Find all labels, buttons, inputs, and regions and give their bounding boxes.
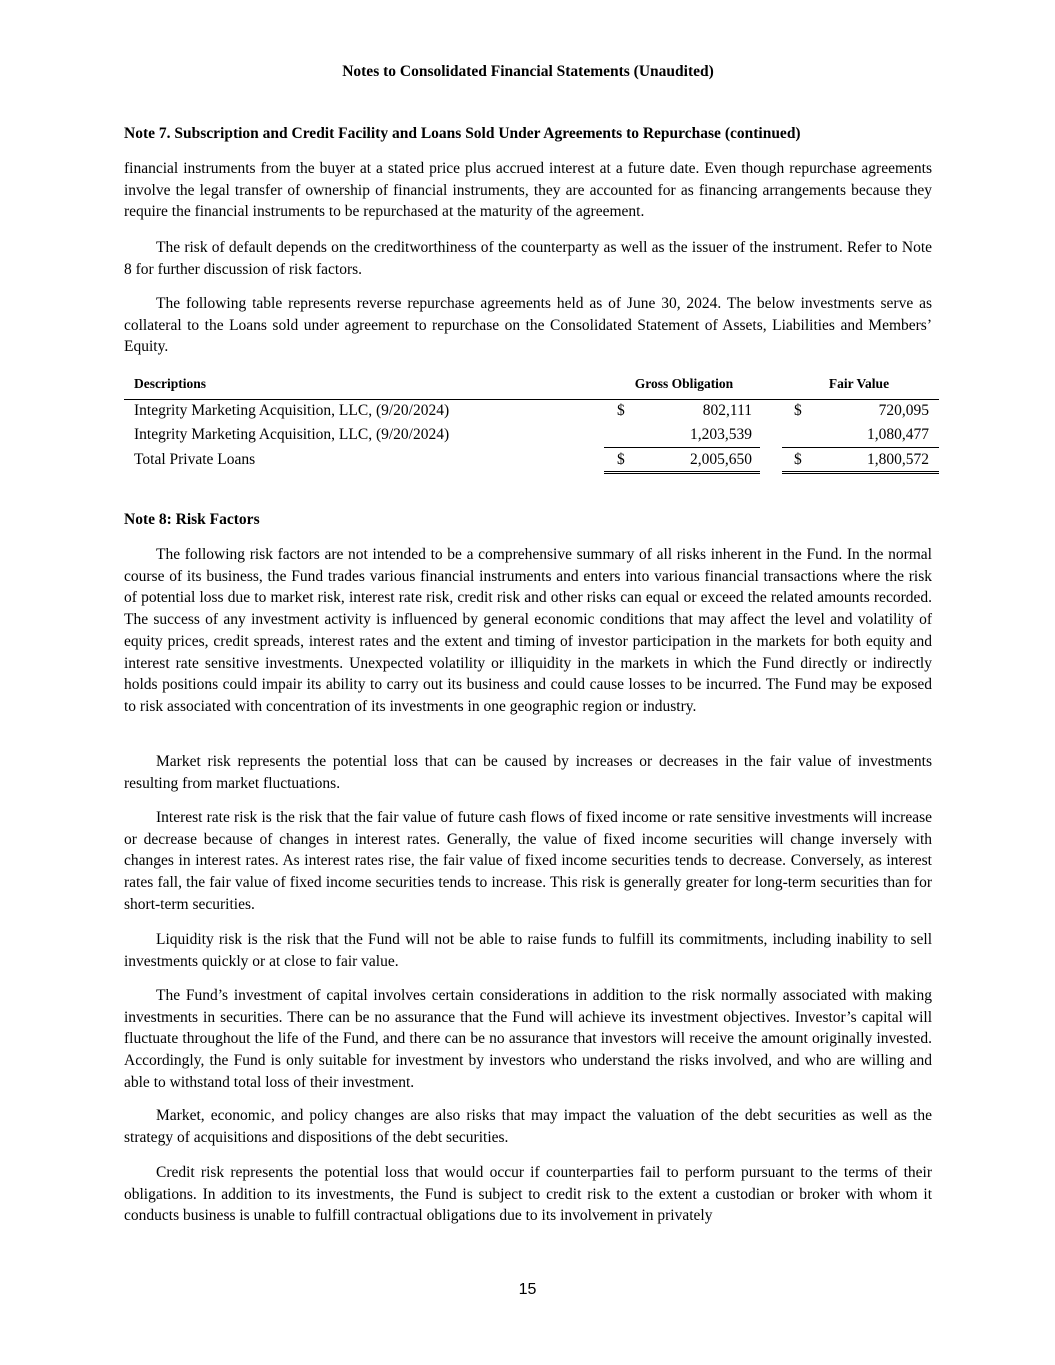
currency-symbol: $ xyxy=(617,451,625,468)
note-8-paragraph: The following risk factors are not intended to be a comprehensive summary of all risks inherent in the Fund. In the normal course of its business, the Fund trades various financial instruments and enters into various financial transactions where the risk of potential loss due to market risk, interest rate risk, credit risk and other risks can equal or exceed the related amounts recorded. The success of any investment activity is influenced by general economic conditions that may affect the level and volatility of equity prices, credit spreads, interest rates and the extent and timing of investor participation in the markets for both equity and interest rate sensitive investments. Unexpected volatility or illiquidity in the markets in which the Fund directly or indirectly holds positions could impair its ability to carry out its business and could cause losses to be incurred. The Fund may be exposed to risk associated with concentration of its investments in one geographic region or industry. xyxy=(124,546,932,715)
note-8-paragraph: Interest rate risk is the risk that the fair value of future cash flows of fixed income or rate sensitive investments will increase or decrease because of changes in interest rates. Generally, the value of fixed income securities will change inversely with changes in interest rates. As interest rates rise, the fair value of fixed income securities tends to decrease. Conversely, as interest rates fall, the fair value of fixed income securities tends to increase. This risk is generally greater for long-term securities than for short-term securities. xyxy=(124,809,932,913)
column-header-gross-obligation: Gross Obligation xyxy=(634,376,734,391)
total-double-rule xyxy=(604,471,760,474)
note-8-paragraph: The Fund’s investment of capital involves certain considerations in addition to the risk normally associated with making investments in securities. There can be no assurance that the Fund will achieve its investment objectives. Investor’s capital will fluctuate throughout the life of the Fund, and there can be no assurance that investors will receive the amount originally invested. Accordingly, the Fund is only suitable for investment by investors who understand the risks involved, and who are willing and able to withstand total loss of their investment. xyxy=(124,987,932,1091)
total-double-rule xyxy=(782,471,939,474)
note-8-paragraph: Credit risk represents the potential loss that would occur if counterparties fail to perform pursuant to the terms of their obligations. In addition to its investments, the Fund is subject to credit risk to the extent a custodian or broker with whom it conducts business is unable to fulfill contractual obligations due to its involvement in privately xyxy=(124,1164,932,1225)
total-description: Total Private Loans xyxy=(134,451,256,468)
total-fair-value: 1,800,572 xyxy=(867,451,929,468)
currency-symbol: $ xyxy=(794,402,802,419)
header-rule xyxy=(124,399,939,400)
note-8-heading: Note 8: Risk Factors xyxy=(124,511,260,528)
note-7-paragraph: The following table represents reverse repurchase agreements held as of June 30, 2024. The below investments serve as collateral to the Loans sold under agreement to repurchase on the Consolidated Statement of Assets, Liabilities and Members’ Equity. xyxy=(124,295,932,356)
subtotal-rule xyxy=(782,447,939,448)
row-gross-obligation: 802,111 xyxy=(702,402,752,419)
row-description: Integrity Marketing Acquisition, LLC, (9/20/2024) xyxy=(134,426,450,443)
note-8-paragraph: Liquidity risk is the risk that the Fund will not be able to raise funds to fulfill its commitments, including inability to sell investments quickly or at close to fair value. xyxy=(124,931,932,970)
note-7-heading: Note 7. Subscription and Credit Facility and Loans Sold Under Agreements to Repurchase (continued) xyxy=(124,125,801,142)
page-number: 15 xyxy=(518,1281,537,1298)
column-header-fair-value: Fair Value xyxy=(828,376,890,391)
subtotal-rule xyxy=(604,447,760,448)
row-fair-value: 720,095 xyxy=(878,402,929,419)
total-gross-obligation: 2,005,650 xyxy=(690,451,752,468)
note-7-paragraph: financial instruments from the buyer at a stated price plus accrued interest at a future date. Even though repurchase agreements involve the legal transfer of ownership of financial instruments, they are accounted for as financing arrangements because they require the financial instruments to be repurchased at the maturity of the agreement. xyxy=(124,160,932,221)
page-header-title: Notes to Consolidated Financial Statements (Unaudited) xyxy=(342,63,714,80)
note-8-paragraph: Market, economic, and policy changes are also risks that may impact the valuation of the debt securities as well as the strategy of acquisitions and dispositions of the debt securities. xyxy=(124,1107,932,1146)
currency-symbol: $ xyxy=(794,451,802,468)
row-gross-obligation: 1,203,539 xyxy=(690,426,752,443)
table-row xyxy=(124,402,939,426)
note-8-paragraph: Market risk represents the potential loss that can be caused by increases or decreases in the fair value of investments resulting from market fluctuations. xyxy=(124,753,932,792)
note-7-paragraph: The risk of default depends on the creditworthiness of the counterparty as well as the issuer of the instrument. Refer to Note 8 for further discussion of risk factors. xyxy=(124,239,932,278)
column-header-descriptions: Descriptions xyxy=(134,376,206,391)
currency-symbol: $ xyxy=(617,402,625,419)
row-description: Integrity Marketing Acquisition, LLC, (9/20/2024) xyxy=(134,402,450,419)
row-fair-value: 1,080,477 xyxy=(867,426,929,443)
